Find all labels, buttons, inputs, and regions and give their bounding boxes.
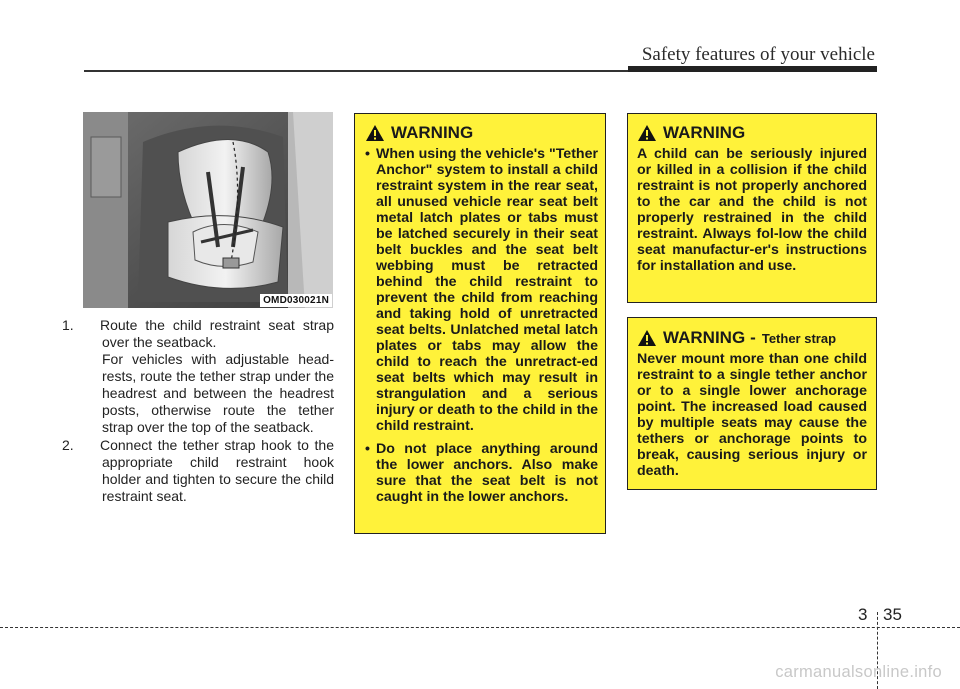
- warning-title-dash: -: [750, 328, 756, 347]
- header-tab: [628, 66, 877, 72]
- warning-triangle-icon: [637, 329, 657, 347]
- warning-item: • When using the vehicle's "Tether Anchor" system to install a child restraint system in the rear seat, all unused vehicle rear seat belt metal latch plates or tabs must be latched securely in their seat belt buckles and the seat belt webbing must be retracted behind the child restraint to prevent the child from reaching and taking hold of unretracted seat belts. Unlatched metal latch plates or tabs may allow the child to reach the unretract-ed seat belts which may result in strangulation and a serious injury or death to the child in the child restraint.: [365, 146, 598, 434]
- child-seat-photo: [83, 112, 333, 308]
- step-2: [62, 437, 334, 505]
- step-number: 2.: [62, 437, 74, 453]
- warning-box-tether-anchor: [354, 113, 606, 534]
- step-1: [62, 317, 334, 436]
- warning-item: • Do not place anything around the lower anchors. Also make sure that the seat belt is not caught in the lower anchors.: [365, 441, 598, 505]
- warning-triangle-icon: [365, 124, 385, 142]
- warning-box-child-injury: [627, 113, 877, 303]
- footer-rule: [0, 627, 960, 628]
- warning-text: Never mount more than one child restraint to a single tether anchor or to a single lower anchorage point. The increased load caused by multiple seats may cause the tethers or anchorage points to break, causing serious injury or death.: [637, 351, 867, 479]
- watermark: carmanualsonline.info: [775, 663, 942, 681]
- child-seat-illustration: [83, 112, 333, 308]
- warning-title: WARNING: [663, 123, 746, 142]
- step-text: Route the child restraint seat strap over the seatback.: [100, 317, 334, 350]
- warning-text: A child can be seriously injured or killed in a collision if the child restraint is not properly anchored to the car and the child is not properly restrained in the child restraint. Always fol-low the child seat manufactur-er's instructions for installation and use.: [637, 146, 867, 274]
- figure-code: OMD030021N: [260, 294, 332, 307]
- step-note: For vehicles with adjustable head-rests, route the tether strap under the headrest and between the headrest posts, otherwise route the tether strap over the top of the seatback.: [102, 351, 334, 435]
- warning-list: [365, 146, 598, 505]
- warning-triangle-icon: [637, 124, 657, 142]
- section-title: Safety features of your vehicle: [641, 44, 875, 65]
- instruction-steps: [62, 317, 334, 505]
- step-text: Connect the tether strap hook to the appropriate child restraint hook holder and tighten to secure the child restraint seat.: [100, 437, 334, 504]
- warning-subtitle: Tether strap: [761, 330, 837, 346]
- page-number: 35: [883, 605, 902, 624]
- step-number: 1.: [62, 317, 74, 333]
- warning-title: WARNING: [663, 328, 746, 347]
- chapter-number: 3: [858, 605, 868, 624]
- warning-title: WARNING: [391, 123, 474, 142]
- warning-box-tether-strap: [627, 317, 877, 490]
